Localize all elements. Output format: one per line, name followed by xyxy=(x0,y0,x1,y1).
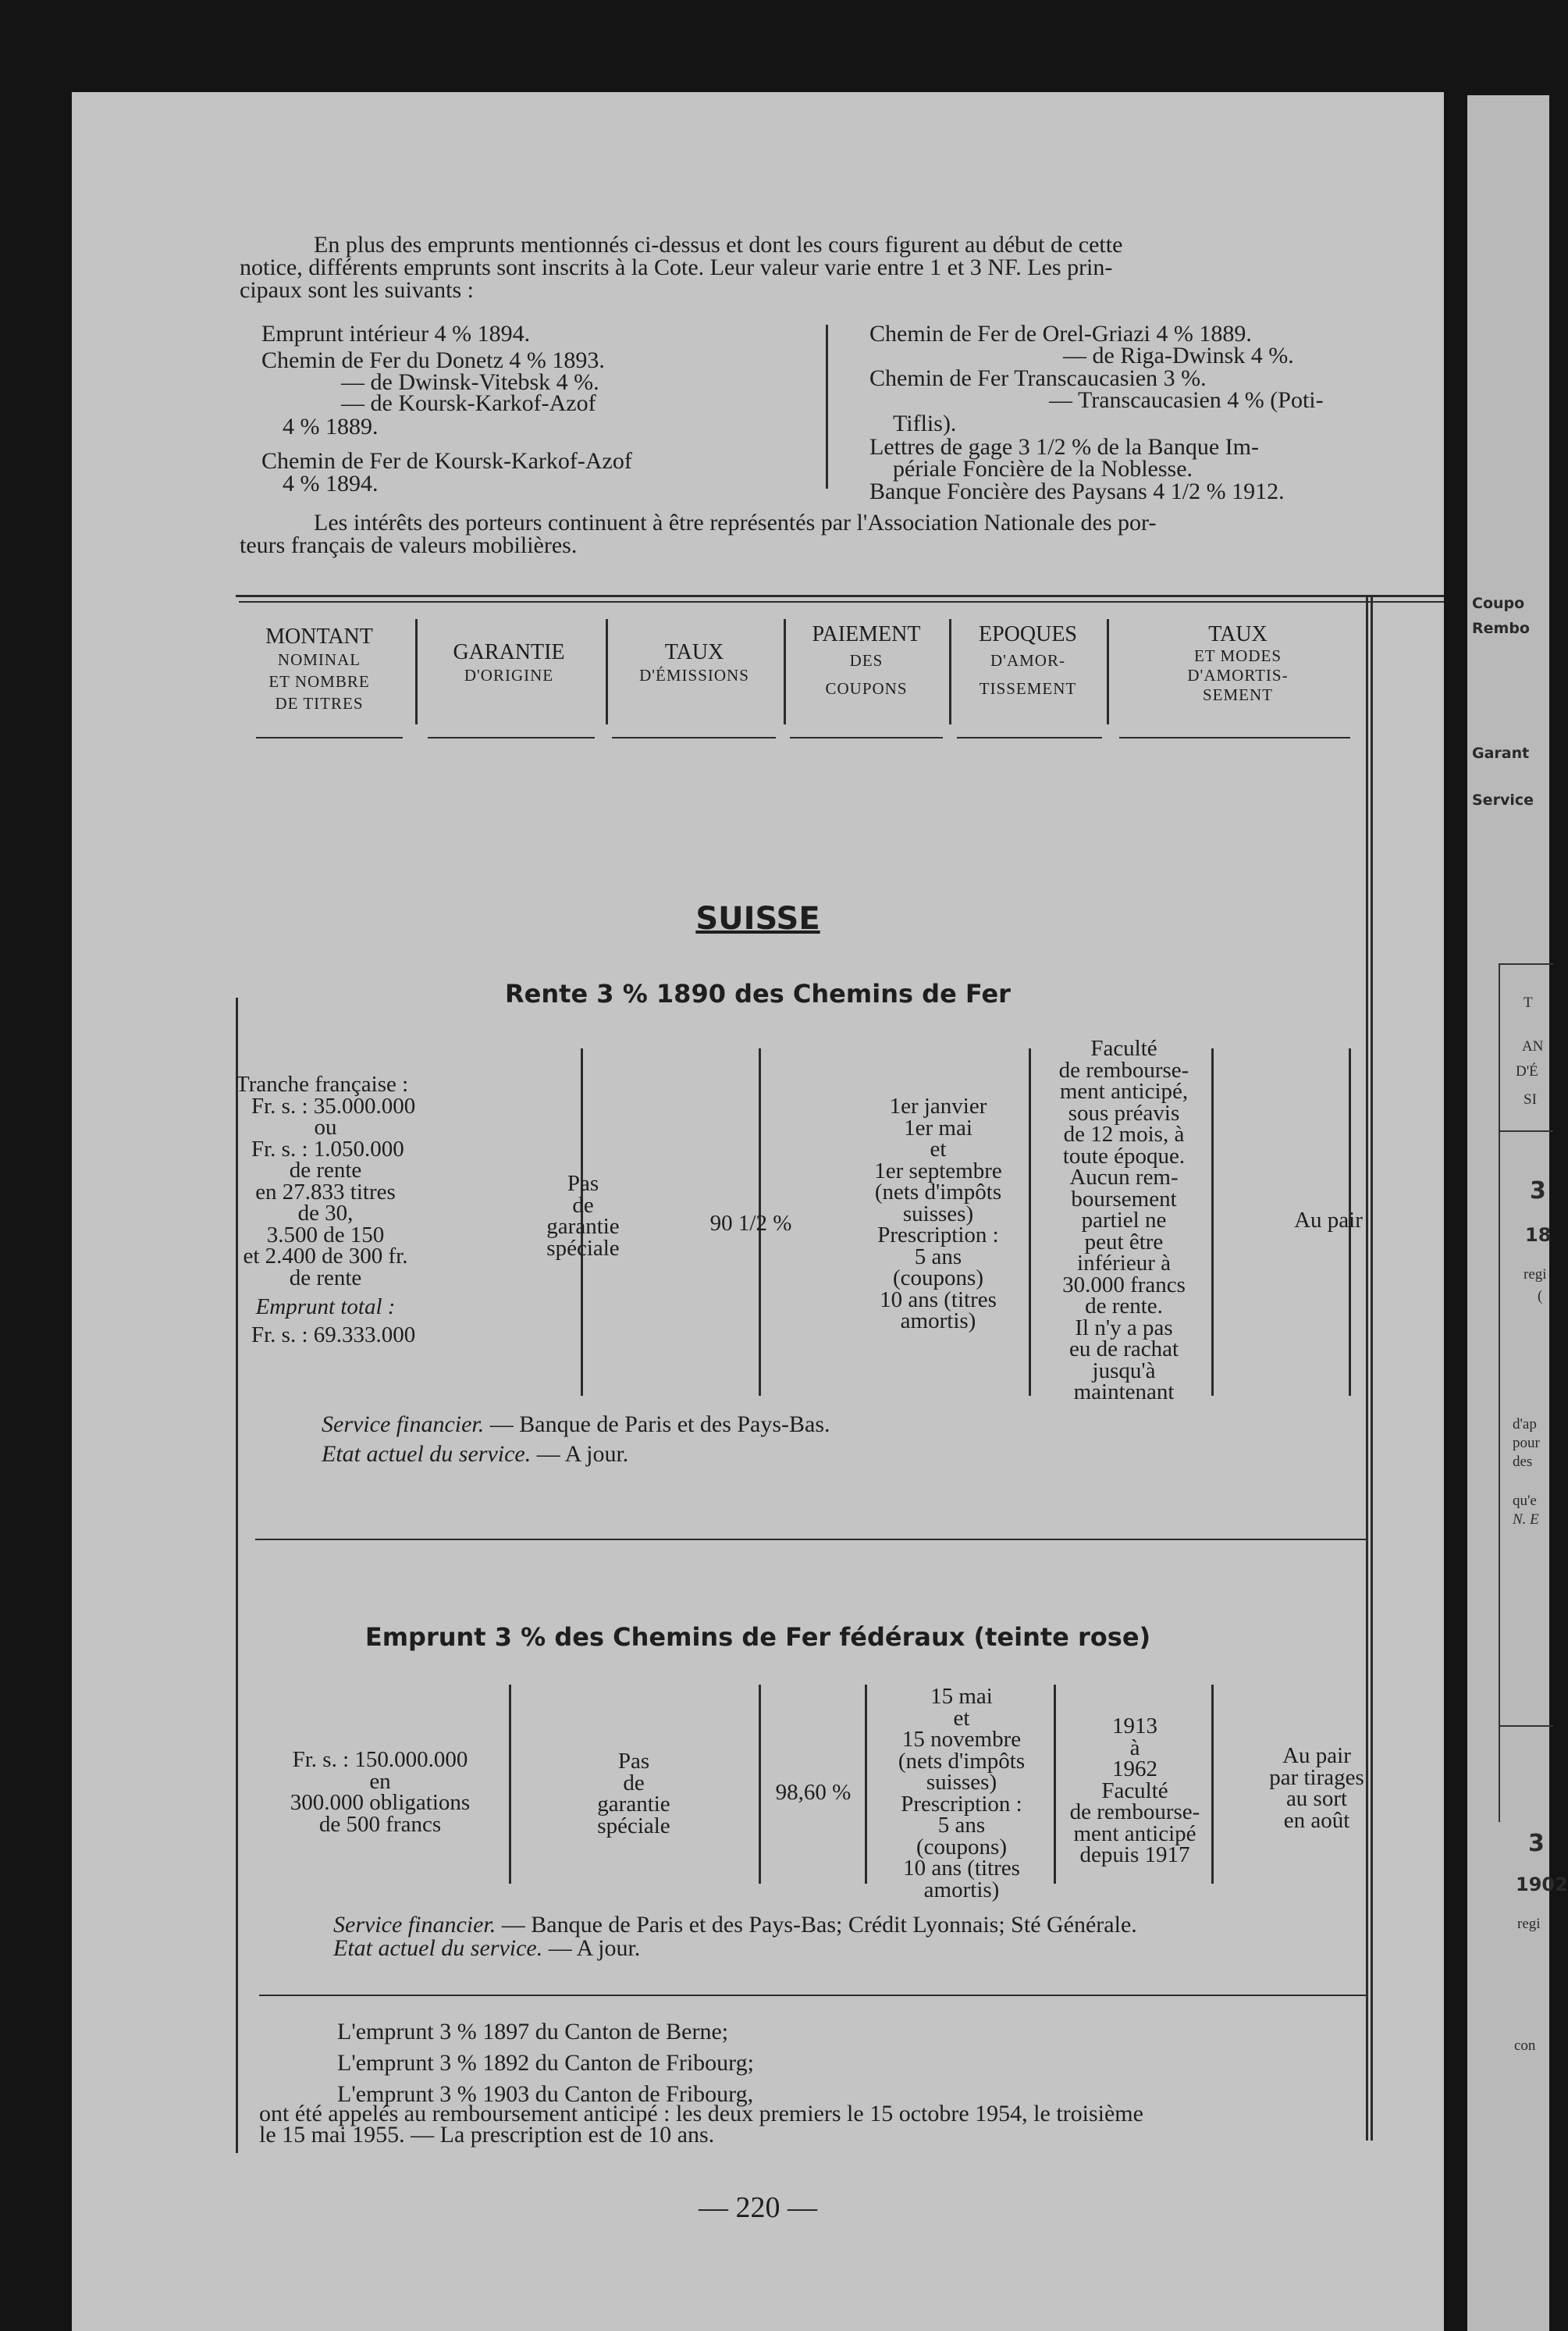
list-divider xyxy=(826,325,828,489)
next-page-fragment: AN xyxy=(1522,1038,1544,1055)
footer-line-3: L'emprunt 3 % 1903 du Canton de Fribourg, xyxy=(337,2081,754,2107)
loan2-title: Emprunt 3 % des Chemins de Fer fédéraux (teinte rose) xyxy=(364,1622,1151,1652)
next-page-fragment: 3 xyxy=(1530,1177,1546,1205)
header-epoques: EPOQUES D'AMOR- TISSEMENT xyxy=(978,622,1077,698)
right-list-item: — de Riga-Dwinsk 4 %. xyxy=(1063,343,1294,368)
intro-line-1: En plus des emprunts mentionnés ci-dessus et dont les cours figurent au début de cette xyxy=(314,232,1123,258)
next-page-vrule xyxy=(1499,963,1500,1822)
right-list-item: périale Foncière de la Noblesse. xyxy=(893,456,1193,482)
loan2-montant: Fr. s. : 150.000.000 en 300.000 obligations de 500 francs xyxy=(290,1747,471,1837)
loan1-montant-line: de 30, xyxy=(297,1201,354,1226)
loan1-service xyxy=(322,1413,830,1436)
right-list-item: — Transcaucasien 4 % (Poti- xyxy=(1049,387,1324,413)
next-page-fragment: SI xyxy=(1524,1091,1537,1108)
next-page-fragment: qu'e xyxy=(1513,1493,1537,1509)
loan1-montant-line: et 2.400 de 300 fr. xyxy=(243,1244,408,1269)
loan1-montant-line: ou xyxy=(314,1115,337,1140)
table-top-rule xyxy=(236,595,1444,597)
header-rule xyxy=(256,737,403,738)
next-page-rule xyxy=(1499,1725,1553,1727)
next-page-fragment: regi xyxy=(1517,1916,1541,1932)
next-page-rule xyxy=(1499,1130,1553,1132)
loan1-epoques: Faculté de rembourse- ment anticipé, sous préavis de 12 mois, à toute époque. Aucun rem- boursement partiel ne peut être inférieur à 30.000 francs de rente. Il n'y a pas eu de rachat jusqu'à maintenant xyxy=(1058,1036,1189,1404)
header-rule xyxy=(957,737,1102,738)
porteurs-line-2: teurs français de valeurs mobilières. xyxy=(240,532,578,558)
header-divider xyxy=(949,619,951,724)
loan2-service-value: — Banque de Paris et des Pays-Bas; Crédit Lyonnais; Sté Générale. xyxy=(501,1912,1137,1938)
left-list-item: 4 % 1889. xyxy=(283,414,379,440)
table-right-border xyxy=(1366,595,1368,2141)
next-page-fragment: 1902 xyxy=(1516,1874,1568,1895)
loan1-montant-line: Tranche française : xyxy=(236,1072,409,1097)
header-rule xyxy=(428,737,595,738)
left-list-item: — de Dwinsk-Vitebsk 4 %. xyxy=(341,369,599,395)
header-rule xyxy=(1119,737,1350,738)
loan2-modes: Au pair par tirages au sort en août xyxy=(1269,1743,1364,1833)
next-page-fragment: des xyxy=(1513,1454,1533,1470)
next-page-fragment: T xyxy=(1524,995,1533,1011)
loan2-taux: 98,60 % xyxy=(775,1780,852,1805)
footer-line-5: le 15 mai 1955. — La prescription est de 10 ans. xyxy=(259,2122,715,2148)
next-page-edge xyxy=(1467,95,1568,2331)
loan1-etat-value: — A jour. xyxy=(536,1441,629,1467)
header-divider xyxy=(415,619,418,724)
next-page-rule xyxy=(1499,963,1553,965)
loan1-montant-line: en 27.833 titres xyxy=(255,1179,396,1205)
header-rule xyxy=(790,737,943,738)
right-list-item: Chemin de Fer Transcaucasien 3 %. xyxy=(869,365,1207,391)
loan1-taux: 90 1/2 % xyxy=(709,1211,792,1236)
loan2-etat-value: — A jour. xyxy=(548,1935,641,1961)
loan-separator xyxy=(255,1539,1366,1540)
loan1-montant xyxy=(236,1074,415,1346)
header-divider xyxy=(606,619,608,724)
next-page-fragment: ( xyxy=(1538,1288,1543,1304)
document-page xyxy=(72,92,1444,2331)
next-page-fragment: Rembo xyxy=(1472,620,1530,637)
loan1-divider xyxy=(1211,1048,1214,1396)
next-page-fragment: con xyxy=(1514,2037,1536,2054)
loan2-epoques: 1913 à 1962 Faculté de rembourse- ment anticipé depuis 1917 xyxy=(1069,1714,1200,1867)
loan2-etat xyxy=(333,1937,640,1960)
footer-separator xyxy=(259,1995,1366,1996)
next-page-fragment: N. E xyxy=(1513,1511,1539,1528)
loan2-garantie: Pas de garantie spéciale xyxy=(597,1749,670,1838)
footer-line-2: L'emprunt 3 % 1892 du Canton de Fribourg; xyxy=(337,2050,754,2076)
left-list-item: — de Koursk-Karkof-Azof xyxy=(341,390,596,416)
loan1-service-label: Service financier. xyxy=(322,1411,485,1437)
header-divider xyxy=(784,619,786,724)
header-taux-modes: TAUX ET MODES D'AMORTIS- SEMENT xyxy=(1187,622,1289,704)
next-page-fragment: D'É xyxy=(1516,1063,1538,1080)
loan1-montant-line: 3.500 de 150 xyxy=(266,1222,385,1247)
next-page-fragment: 18 xyxy=(1525,1224,1552,1246)
next-page-fragment: Garant xyxy=(1472,745,1530,762)
loan1-montant-line: Fr. s. : 69.333.000 xyxy=(251,1322,416,1347)
table-top-rule-inner xyxy=(239,601,1444,603)
loan1-montant-line: Fr. s. : 35.000.000 xyxy=(251,1093,416,1119)
footer-line-4: ont été appelés au remboursement anticipé : les deux premiers le 15 octobre 1954, le troisième xyxy=(259,2101,1143,2126)
loan2-paiement: 15 mai et 15 novembre (nets d'impôts suisses) Prescription : 5 ans (coupons) 10 ans (titres amortis) xyxy=(898,1684,1026,1902)
loan1-montant-line: de rente xyxy=(289,1265,362,1290)
loan1-modes: Au pair xyxy=(1294,1208,1363,1233)
right-list-item: Lettres de gage 3 1/2 % de la Banque Im- xyxy=(869,434,1259,460)
loan1-paiement: 1er janvier 1er mai et 1er septembre (nets d'impôts suisses) Prescription : 5 ans (coupons) 10 ans (titres amortis) xyxy=(874,1094,1002,1333)
loan1-garantie: Pas de garantie spéciale xyxy=(546,1171,620,1261)
loan2-divider xyxy=(509,1685,511,1884)
next-page-fragment: 3 xyxy=(1528,1830,1545,1857)
loan1-title: Rente 3 % 1890 des Chemins de Fer xyxy=(505,979,1011,1009)
next-page-fragment: Service xyxy=(1472,792,1534,809)
header-taux: TAUX D'ÉMISSIONS xyxy=(639,640,749,685)
header-garantie: GARANTIE D'ORIGINE xyxy=(453,640,565,685)
next-page-fragment: d'ap xyxy=(1513,1416,1537,1432)
next-page-fragment: Coupo xyxy=(1472,595,1525,612)
loan1-etat-label: Etat actuel du service. xyxy=(322,1441,532,1467)
porteurs-line-1: Les intérêts des porteurs continuent à être représentés par l'Association Nationale des por- xyxy=(314,510,1157,536)
right-list-item: Chemin de Fer de Orel-Griazi 4 % 1889. xyxy=(869,321,1252,347)
left-list-item: 4 % 1894. xyxy=(283,471,379,496)
loan2-service xyxy=(333,1913,1137,1937)
footer-line-1: L'emprunt 3 % 1897 du Canton de Berne; xyxy=(337,2019,729,2045)
left-list-item: Chemin de Fer du Donetz 4 % 1893. xyxy=(261,347,605,373)
header-rule xyxy=(612,737,776,738)
intro-line-2: notice, différents emprunts sont inscrits à la Cote. Leur valeur varie entre 1 et 3 NF. Les prin- xyxy=(240,254,1113,280)
header-divider xyxy=(1107,619,1109,724)
section-title: SUISSE xyxy=(695,901,820,937)
left-list-item: Chemin de Fer de Koursk-Karkof-Azof xyxy=(261,448,632,474)
page-number: — 220 — xyxy=(699,2191,817,2224)
loan2-etat-label: Etat actuel du service. xyxy=(333,1935,543,1961)
intro-line-3: cipaux sont les suivants : xyxy=(240,277,474,303)
loan1-montant-line: Emprunt total : xyxy=(255,1294,396,1319)
header-montant: MONTANT NOMINAL ET NOMBRE DE TITRES xyxy=(265,625,373,713)
right-list-item: Banque Foncière des Paysans 4 1/2 % 1912. xyxy=(869,479,1285,504)
header-paiement: PAIEMENT DES COUPONS xyxy=(812,622,921,698)
loan2-service-label: Service financier. xyxy=(333,1912,496,1938)
loan1-montant-line: Fr. s. : 1.050.000 xyxy=(251,1136,404,1162)
table-right-border-inner xyxy=(1371,595,1373,2141)
loan1-montant-line: de rente xyxy=(289,1158,362,1183)
loan1-service-value: — Banque de Paris et des Pays-Bas. xyxy=(489,1411,830,1437)
right-list-item: Tiflis). xyxy=(893,411,957,436)
next-page-fragment: pour xyxy=(1513,1435,1540,1451)
loan1-etat xyxy=(322,1443,628,1466)
left-list-item: Emprunt intérieur 4 % 1894. xyxy=(261,321,531,347)
next-page-fragment: regi xyxy=(1524,1266,1547,1283)
loan1-divider xyxy=(1029,1048,1031,1396)
